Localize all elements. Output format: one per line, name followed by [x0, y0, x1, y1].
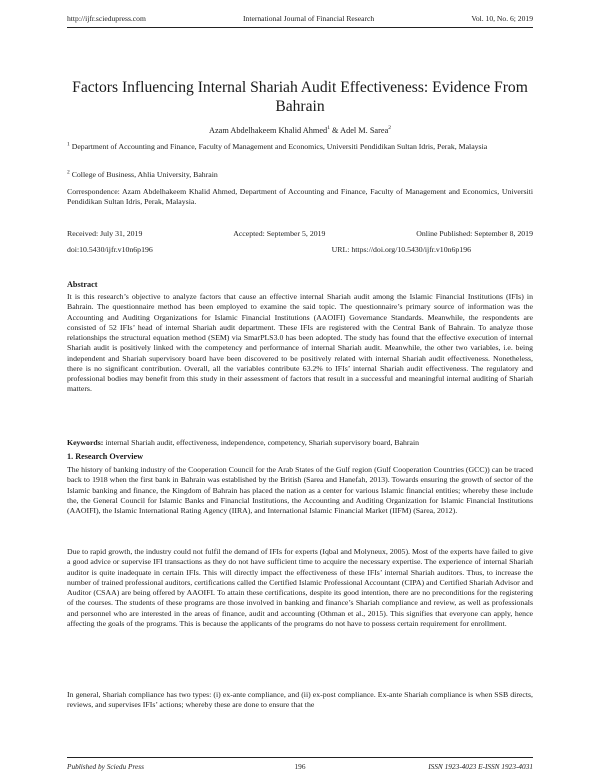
running-header — [67, 14, 533, 23]
doi-url[interactable]: URL: https://doi.org/10.5430/ijfr.v10n6p196 — [331, 245, 471, 254]
affiliation-2-text: College of Business, Ahlia University, Bahrain — [71, 170, 218, 179]
journal-name: International Journal of Financial Research — [243, 14, 375, 23]
issn: ISSN 1923-4023 E-ISSN 1923-4031 — [428, 762, 533, 771]
author-2-sup: 2 — [388, 125, 391, 132]
journal-url[interactable]: http://ijfr.sciedupress.com — [67, 14, 146, 23]
affiliation-1-text: Department of Accounting and Finance, Faculty of Management and Economics, Universiti Pendidikan Sultan Idris, Perak, Malaysia — [71, 142, 488, 151]
abstract-text: It is this research’s objective to analyze factors that cause an effective internal Shariah audit among the Islamic Financial Institutions (IFIs) in Bahrain. The questionnaire method has been employed to examine the said topic. The questionnaire’s primary source of information was the Accounting and Auditing Organizations for Islamic Financial Institutions (AAOIFI) Governance Standards. Meanwhile, the respondents are consisted of 52 IFIs’ head of internal Shariah audit department. These IFIs are registered with the Central Bank of Bahrain. To analyze those relationships the structural equation method (SEM) via SmarPLS3.0 has been adopted. The study has found that the effective execution of internal Shariah audit is positively linked with the competency and performance of internal Shariah audit. Meanwhile, the other two variables, i.e. being independent and Shariah supervisory board have been discovered to be positively related with internal Shariah audit effectiveness. Nonetheless, there is no significant contribution. Overall, all the variables contribute 63.2% to IFIs’ internal Shariah audit effectiveness. The regulatory and professional bodies may benefit from this study in their assessment of factors that result in a successful and meaningful internal auditing of Shariah matters. — [67, 292, 533, 394]
correspondence: Correspondence: Azam Abdelhakeem Khalid Ahmed, Department of Accounting and Finance, Faculty of Management and Economics, Universiti Pendidikan Sultan Idris, Perak, Malaysia. — [67, 187, 533, 207]
section-1-heading: 1. Research Overview — [67, 452, 144, 461]
keywords-text: internal Shariah audit, effectiveness, independence, competency, Shariah supervisory board, Bahrain — [103, 438, 420, 447]
affiliation-2 — [67, 170, 533, 180]
keywords-label: Keywords: — [67, 438, 104, 447]
header-rule — [67, 27, 533, 28]
footer-rule — [67, 757, 533, 758]
published-date: Online Published: September 8, 2019 — [416, 229, 533, 238]
abstract-heading: Abstract — [67, 280, 98, 289]
received-date: Received: July 31, 2019 — [67, 229, 143, 238]
author-line — [67, 126, 533, 135]
author-1-sup: 1 — [327, 125, 330, 132]
accepted-date: Accepted: September 5, 2019 — [233, 229, 326, 238]
doi-row — [67, 245, 533, 254]
dates-row — [67, 229, 533, 238]
paper-title: Factors Influencing Internal Shariah Audit Effectiveness: Evidence From Bahrain — [72, 79, 528, 115]
author-connector: & — [329, 126, 341, 135]
volume-issue: Vol. 10, No. 6; 2019 — [471, 14, 533, 23]
section-1-paragraph-3: In general, Shariah compliance has two types: (i) ex-ante compliance, and (ii) ex-post compliance. Ex-ante Shariah compliance is when SSB directs, reviews, and supervises IFIs’ actions; whereby these are done to ensure that the — [67, 690, 533, 710]
author-1: Azam Abdelhakeem Khalid Ahmed — [208, 126, 328, 135]
section-1-paragraph-2: Due to rapid growth, the industry could not fulfil the demand of IFIs for experts (Iqbal and Molyneux, 2005). Most of the experts have failed to give a good advice or supervise IFI transactions as they do not have sufficient time to acquire the necessary expertise. The experience of internal Shariah auditor is quite inadequate in certain IFIs. This will directly impact the effectiveness of these IFIs’ internal Shariah auditors. Thus, to increase the number of trained professional auditors, certifications called the Certified Islamic Professional Accountant (CIPA) and Certified Shariah Advisor and Auditor (CSAA) are being offered by AAOIFI. To attain these certifications, despite its good intention, there are no preconditions for the registering of the courses. The students of these programs are those involved in banking and finance’s Shariah compliance and review, as well as professionals and personnel who are interested in the areas of finance, audit and accounting (Othman et al., 2015). This signifies that everyone can apply, hence affecting the goals of the programs. This is because the applicants of the programs do not have to possess certain requirement for enrollment. — [67, 547, 533, 628]
affiliation-1-sup: 1 — [67, 141, 70, 148]
page-number: 196 — [294, 762, 306, 771]
keywords-line — [67, 438, 533, 448]
affiliation-2-sup: 2 — [67, 169, 70, 176]
section-1-paragraph-1: The history of banking industry of the Cooperation Council for the Arab States of the Gulf region (Gulf Cooperation Countries (GCC)) can be traced back to 1918 when the first bank in Bahrain was established by the British (Sarea and Hanefah, 2013). Towards ensuring the growth of sector of the Islamic banking and finance, the Kingdom of Bahrain has placed the nation as a center for various Islamic financial entities; whereby these include the, the General Council for Islamic Banks and Financial Institutions, the Accounting and Auditing Organization for Islamic Financial Institutions (AAOIFI), the Islamic International Rating Agency (IIRA), and International Islamic Financial Market (IIFM) (Sarea, 2012). — [67, 465, 533, 515]
affiliation-1 — [67, 142, 533, 152]
publisher: Published by Sciedu Press — [67, 762, 144, 771]
author-2: Adel M. Sarea — [340, 126, 389, 135]
doi: doi:10.5430/ijfr.v10n6p196 — [67, 245, 153, 254]
